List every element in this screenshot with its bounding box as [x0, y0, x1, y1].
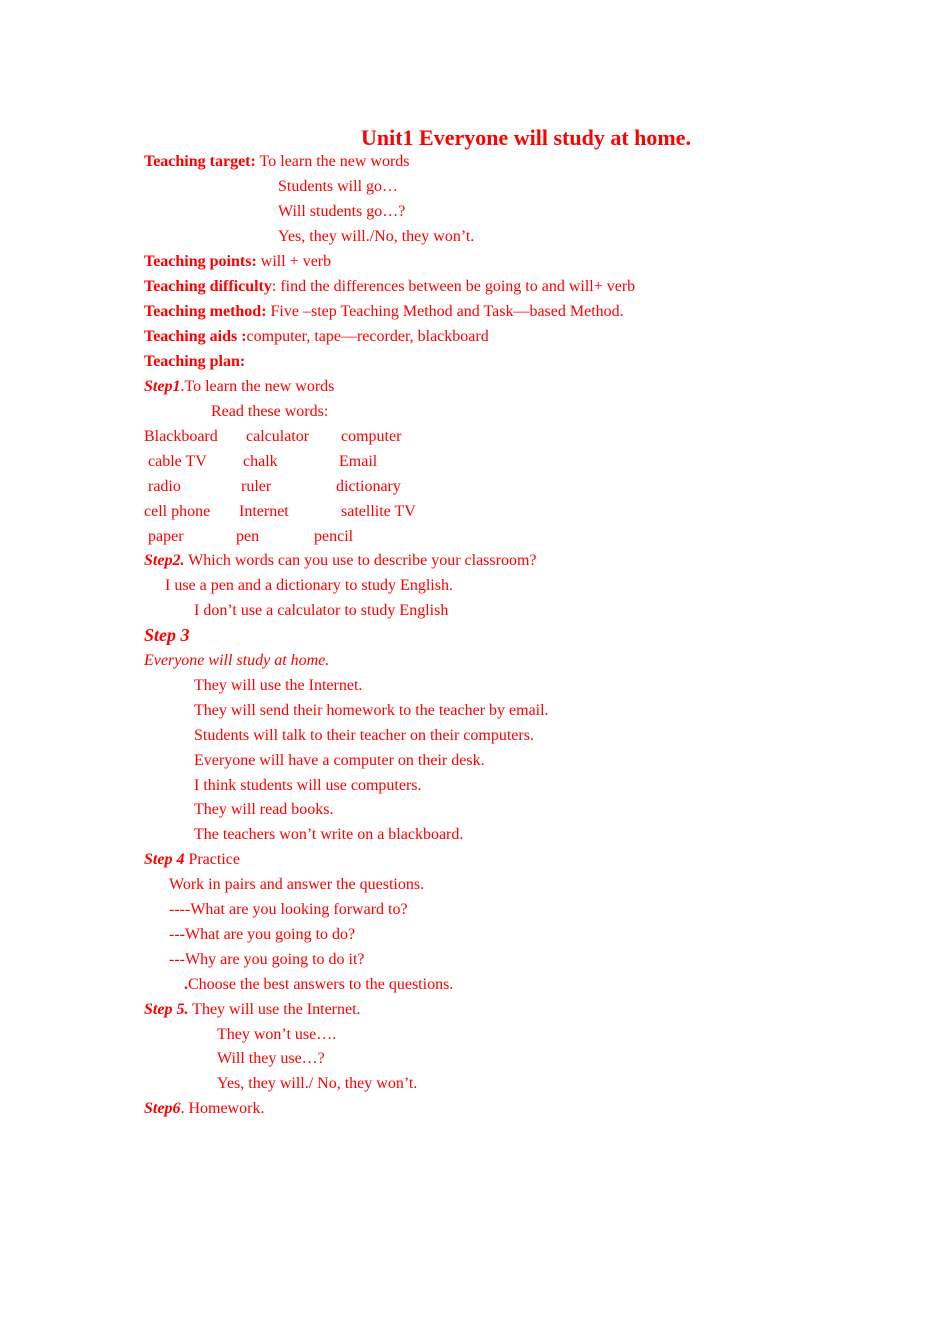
- teaching-plan-heading: Teaching plan:: [144, 353, 246, 370]
- word-cell: cable TV: [148, 453, 207, 470]
- step2-example: I use a pen and a dictionary to study English.: [165, 577, 453, 594]
- teaching-method-label: Teaching method:: [144, 303, 267, 320]
- word-cell: Internet: [239, 503, 289, 520]
- word-cell: satellite TV: [341, 503, 416, 520]
- word-cell: computer: [341, 428, 402, 445]
- word-cell: cell phone: [144, 503, 211, 520]
- step3-line: They will read books.: [194, 801, 334, 818]
- step3-line: They will use the Internet.: [194, 677, 363, 694]
- teaching-target-sub-line: Will students go…?: [278, 203, 406, 220]
- teaching-target-sub-line: Yes, they will./No, they won’t.: [278, 228, 475, 245]
- teaching-points-label: Teaching points:: [144, 253, 257, 270]
- step3-line: Students will talk to their teacher on their computers.: [194, 727, 534, 744]
- teaching-target-line: [144, 152, 410, 172]
- word-cell: pencil: [314, 528, 354, 545]
- teaching-aids-line: [144, 327, 489, 347]
- step4-item: ---What are you going to do?: [169, 926, 356, 943]
- word-cell: pen: [236, 528, 260, 545]
- step4-bullet: .: [184, 976, 188, 993]
- step6-line: [144, 1099, 264, 1119]
- step4-line: [144, 850, 240, 870]
- step3-line: Everyone will have a computer on their desk.: [194, 752, 485, 769]
- step2-line: [144, 551, 537, 571]
- teaching-points-line: [144, 252, 331, 272]
- step1-sub: Read these words:: [211, 403, 329, 420]
- teaching-difficulty-text: : find the differences between be going to and will+ verb: [271, 278, 636, 295]
- teaching-difficulty-line: [144, 277, 635, 297]
- teaching-difficulty-label: Teaching difficulty: [144, 278, 272, 295]
- step5-item: They won’t use….: [217, 1026, 337, 1043]
- step5-item: Yes, they will./ No, they won’t.: [217, 1075, 418, 1092]
- step4-item: Work in pairs and answer the questions.: [169, 876, 425, 893]
- teaching-method-text: Five –step Teaching Method and Task—based Method.: [266, 303, 624, 320]
- step5-item: Will they use…?: [217, 1050, 325, 1067]
- step3-line: I think students will use computers.: [194, 777, 422, 794]
- step5-label: Step 5.: [144, 1001, 189, 1018]
- word-cell: ruler: [241, 478, 272, 495]
- step1-line: [144, 377, 334, 397]
- step4-last: [184, 975, 453, 995]
- word-cell: Blackboard: [144, 428, 218, 445]
- teaching-target-text: To learn the new words: [255, 153, 410, 170]
- teaching-aids-label: Teaching aids :: [144, 328, 247, 345]
- step6-label: Step6: [144, 1100, 181, 1117]
- word-cell: chalk: [243, 453, 278, 470]
- word-cell: radio: [148, 478, 181, 495]
- document-title: Unit1 Everyone will study at home.: [361, 125, 691, 150]
- step4-last-text: Choose the best answers to the questions.: [188, 976, 454, 993]
- step4-item: ---Why are you going to do it?: [169, 951, 365, 968]
- step6-text: . Homework.: [180, 1100, 265, 1117]
- word-cell: dictionary: [336, 478, 401, 495]
- step4-item: ----What are you looking forward to?: [169, 901, 408, 918]
- word-cell: calculator: [246, 428, 310, 445]
- step5-text: They will use the Internet.: [188, 1001, 361, 1018]
- step5-line: [144, 1000, 361, 1020]
- step3-subtitle: Everyone will study at home.: [144, 652, 330, 669]
- step3-heading: Step 3: [144, 625, 190, 645]
- teaching-points-text: will + verb: [256, 253, 332, 270]
- teaching-target-sub-line: Students will go…: [278, 178, 399, 195]
- teaching-target-label: Teaching target:: [144, 153, 256, 170]
- word-cell: paper: [148, 528, 184, 545]
- word-cell: Email: [339, 453, 378, 470]
- teaching-aids-text: computer, tape—recorder, blackboard: [246, 328, 489, 345]
- step4-text: Practice: [184, 851, 240, 868]
- step4-label: Step 4: [144, 851, 185, 868]
- step1-text: .To learn the new words: [180, 378, 335, 395]
- step2-text: Which words can you use to describe your classroom?: [184, 552, 537, 569]
- step3-line: They will send their homework to the teacher by email.: [194, 702, 549, 719]
- teaching-method-line: [144, 302, 624, 322]
- step3-line: The teachers won’t write on a blackboard.: [194, 826, 464, 843]
- step1-label: Step1: [144, 378, 181, 395]
- step2-example: I don’t use a calculator to study English: [194, 602, 449, 619]
- step2-label: Step2.: [144, 552, 185, 569]
